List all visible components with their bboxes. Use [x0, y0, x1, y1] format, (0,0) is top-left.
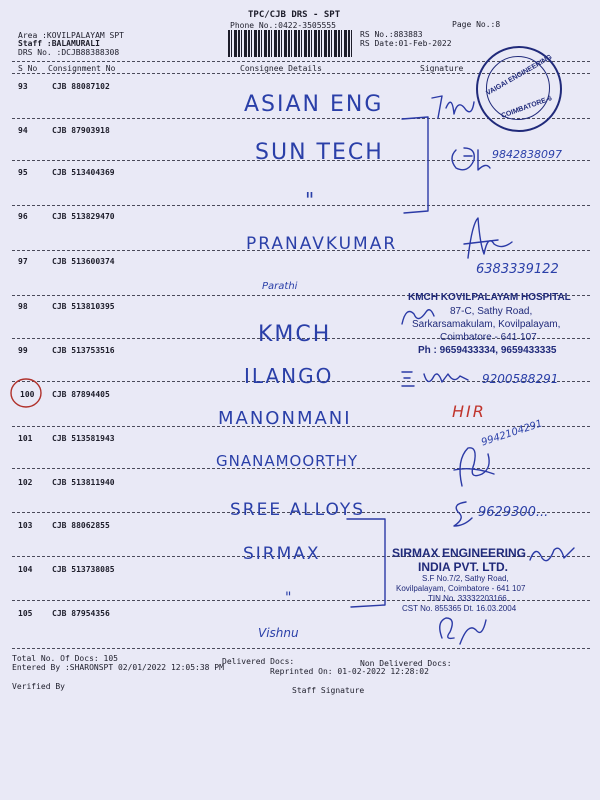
- col-sno: S No: [18, 64, 38, 73]
- row-consignment: CJB 513829470: [52, 212, 115, 221]
- row-sno: 103: [18, 521, 33, 530]
- row-consignment: CJB 513810395: [52, 302, 115, 311]
- vaigai-stamp-bottom-text: COIMBATORE-6: [500, 95, 554, 120]
- handwritten-consignee-99: ILANGO: [244, 364, 334, 388]
- entered-by: Entered By :SHARONSPT 02/01/2022 12:05:38 PM: [12, 663, 224, 672]
- drs-number: DRS No. :DCJB88388308: [18, 48, 120, 57]
- handwritten-consignee-102: SREE ALLOYS: [230, 500, 366, 520]
- handwritten-consignee-96: PRANAVKUMAR: [246, 234, 398, 254]
- row-consignment: CJB 513581943: [52, 434, 115, 443]
- row-sno: 102: [18, 478, 33, 487]
- row-sno: 100: [20, 390, 35, 399]
- handwritten-phone-97: 6383339122: [476, 262, 559, 277]
- handwritten-consignee-98: KMCH: [258, 322, 332, 347]
- handwritten-phone-94: 9842838097: [492, 148, 562, 161]
- handwritten-consignee-94: SUN TECH: [255, 140, 384, 165]
- handwritten-consignee-97: Parathi: [262, 281, 298, 292]
- handwritten-consignee-104: ": [285, 590, 294, 606]
- bracket-mark-102-104: [345, 515, 395, 610]
- document-title: TPC/CJB DRS - SPT: [248, 10, 341, 20]
- signature-101: [448, 440, 498, 490]
- signature-96: [458, 214, 518, 264]
- delivered-docs: Delivered Docs:: [222, 657, 295, 666]
- sirmax-stamp-line4: Kovilpalayam, Coimbatore - 641 107: [396, 584, 526, 593]
- rs-date: RS Date:01-Feb-2022: [360, 39, 452, 48]
- staff-signature: Staff Signature: [292, 686, 365, 695]
- signature-103: [526, 540, 580, 570]
- handwritten-consignee-100: MANONMANI: [218, 408, 352, 429]
- vaigai-stamp-top-text: VAIGAI ENGINEERING: [485, 53, 554, 98]
- row-sno: 101: [18, 434, 33, 443]
- handwritten-consignee-101: GNANAMOORTHY: [216, 452, 359, 470]
- row-consignment: CJB 88062855: [52, 521, 110, 530]
- row-consignment: CJB 513600374: [52, 257, 115, 266]
- row-sno: 105: [18, 609, 33, 618]
- handwritten-note-100: HIR: [452, 402, 486, 421]
- phone-number: Phone No.:0422-3505555: [230, 21, 336, 30]
- rs-number: RS No.:883883: [360, 30, 423, 39]
- handwritten-consignee-95: ": [305, 188, 317, 212]
- row-sno: 98: [18, 302, 28, 311]
- signature-99: [398, 364, 482, 392]
- handwritten-consignee-93: ASIAN ENG: [244, 92, 384, 117]
- row-consignment: CJB 513753516: [52, 346, 115, 355]
- kmch-stamp-line3: Sarkarsamakulam, Kovilpalayam,: [412, 319, 561, 330]
- total-docs: Total No. Of Docs: 105: [12, 654, 118, 663]
- sirmax-stamp-line6: CST No. 855365 Dt. 16.03.2004: [402, 604, 517, 613]
- handwritten-consignee-103: SIRMAX: [243, 544, 321, 564]
- handwritten-phone-101: 9942104291: [480, 418, 544, 449]
- reprinted-on: Reprinted On: 01-02-2022 12:28:02: [270, 667, 429, 676]
- row-sno: 96: [18, 212, 28, 221]
- staff-label: Staff :BALAMURALI: [18, 39, 100, 48]
- handwritten-consignee-105: Vishnu: [258, 626, 299, 640]
- row-consignment: CJB 513738085: [52, 565, 115, 574]
- non-delivered-docs: Non Delivered Docs:: [360, 659, 452, 668]
- handwritten-phone-102: 9629300...: [478, 505, 549, 520]
- verified-by: Verified By: [12, 682, 65, 691]
- row-sno: 95: [18, 168, 28, 177]
- row-sno: 104: [18, 565, 33, 574]
- row-sno: 93: [18, 82, 28, 91]
- kmch-stamp-line4: Coimbatore - 641 107: [440, 332, 537, 343]
- sirmax-stamp-line2: INDIA PVT. LTD.: [418, 560, 508, 574]
- signature-105: [432, 608, 488, 648]
- barcode: [228, 30, 352, 57]
- row-sno: 94: [18, 126, 28, 135]
- col-consignee: Consignee Details: [240, 64, 322, 73]
- row-consignment: CJB 513404369: [52, 168, 115, 177]
- col-signature: Signature: [420, 64, 464, 73]
- row-consignment: CJB 87954356: [52, 609, 110, 618]
- row-consignment: CJB 513811940: [52, 478, 115, 487]
- sirmax-stamp-line5: TIN No. 33332203166: [428, 594, 507, 603]
- handwritten-phone-99: 9200588291: [482, 372, 559, 386]
- signature-94: [446, 142, 492, 176]
- kmch-stamp-line1: KMCH KOVILPALAYAM HOSPITAL: [408, 292, 571, 303]
- page-number: Page No.:8: [452, 20, 501, 29]
- row-consignment: CJB 87903918: [52, 126, 110, 135]
- sirmax-stamp-line3: S.F No.7/2, Sathy Road,: [422, 574, 509, 583]
- kmch-stamp-line5: Ph : 9659433334, 9659433335: [418, 345, 557, 356]
- vaigai-engineering-stamp: [476, 46, 562, 132]
- area-label: Area :KOVILPALAYAM SPT: [18, 31, 124, 40]
- row-100-circle-mark: [8, 376, 44, 410]
- row-consignment: CJB 87894405: [52, 390, 110, 399]
- row-consignment: CJB 88087102: [52, 82, 110, 91]
- sirmax-stamp-line1: SIRMAX ENGINEERING: [392, 546, 527, 560]
- col-consignment: Consignment No: [48, 64, 116, 73]
- signature-93: [428, 88, 478, 128]
- signature-102: [446, 496, 476, 530]
- row-sno: 97: [18, 257, 28, 266]
- row-sno: 99: [18, 346, 28, 355]
- kmch-stamp-line2: 87-C, Sathy Road,: [450, 306, 533, 317]
- bracket-mark-93-96: [400, 115, 440, 215]
